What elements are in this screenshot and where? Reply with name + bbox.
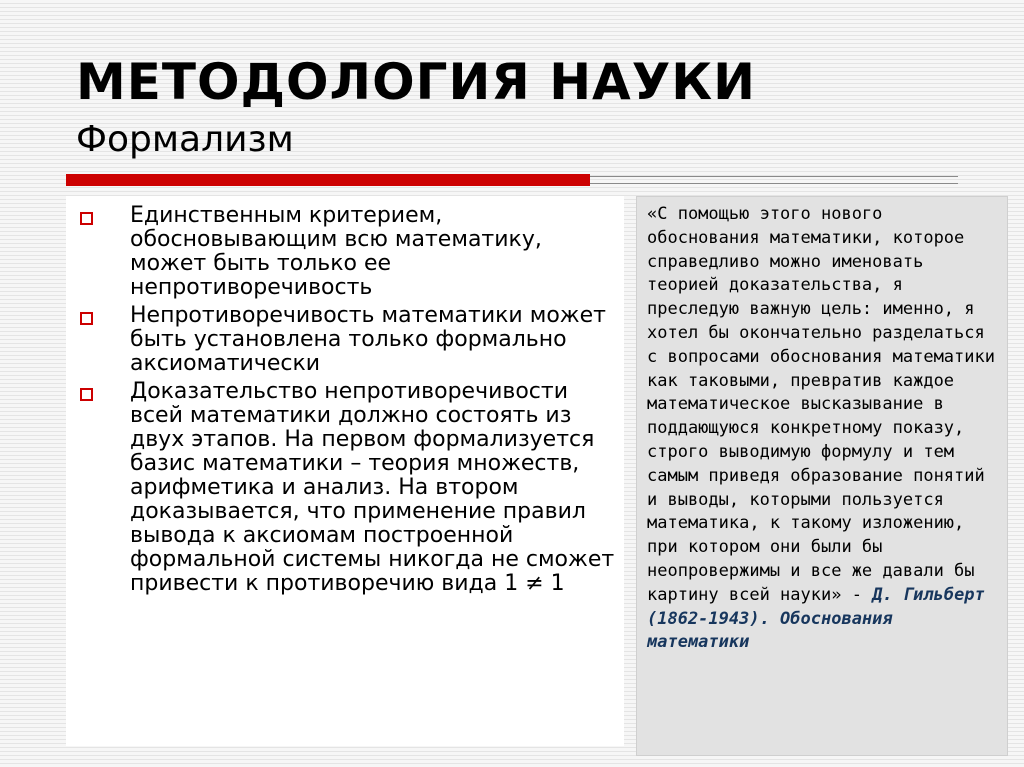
- hilbert-quote: [647, 203, 999, 655]
- bullet-text: Доказательство непротиворечивости всей математики должно состоять из двух этапов. На первом формализуется базис математики – теория множеств, арифметика и анализ. На втором доказывается, что применение правил вывода к аксиомам построенной формальной системы никогда не сможет привести к противоречию вида 1 ≠ 1: [130, 379, 615, 596]
- bullet-text: Непротиворечивость математики может быть установлена только формально аксиоматически: [130, 303, 606, 376]
- slide-title: МЕТОДОЛОГИЯ НАУКИ: [76, 53, 757, 111]
- quote-panel: [636, 196, 1008, 756]
- square-bullet-icon: [80, 388, 93, 401]
- quote-dash: -: [841, 584, 873, 605]
- quote-text: «С помощью этого нового обоснования математики, которое справедливо можно именовать теорией доказательства, я преследую важную цель: именно, я хотел бы окончательно разделаться с вопросами обоснования математики как таковыми, превратив каждое математическое высказывание в поддающуюся конкретному показу, строго выводимую формулу и тем самым приведя образование понятий и выводы, которыми пользуется математика, к такому изложению, при котором они были бы неопровержимы и все же давали бы картину всей науки»: [647, 204, 995, 605]
- bullet-item: [80, 204, 620, 300]
- title-underline-red: [66, 174, 590, 186]
- quote-attribution: Д. Гильберт (1862-1943). Обоснования математики: [647, 584, 985, 653]
- bullet-text: Единственным критерием, обосновывающим всю математику, может быть только ее непротиворечивость: [130, 203, 542, 300]
- bullet-list: [80, 204, 620, 600]
- square-bullet-icon: [80, 312, 93, 325]
- title-underline-thin-second: [590, 183, 958, 184]
- bullet-item: [80, 380, 620, 596]
- title-underline-thin: [590, 176, 958, 177]
- bullet-panel: [66, 196, 624, 746]
- bullet-item: [80, 304, 620, 376]
- square-bullet-icon: [80, 212, 93, 225]
- slide-subtitle: Формализм: [76, 119, 294, 160]
